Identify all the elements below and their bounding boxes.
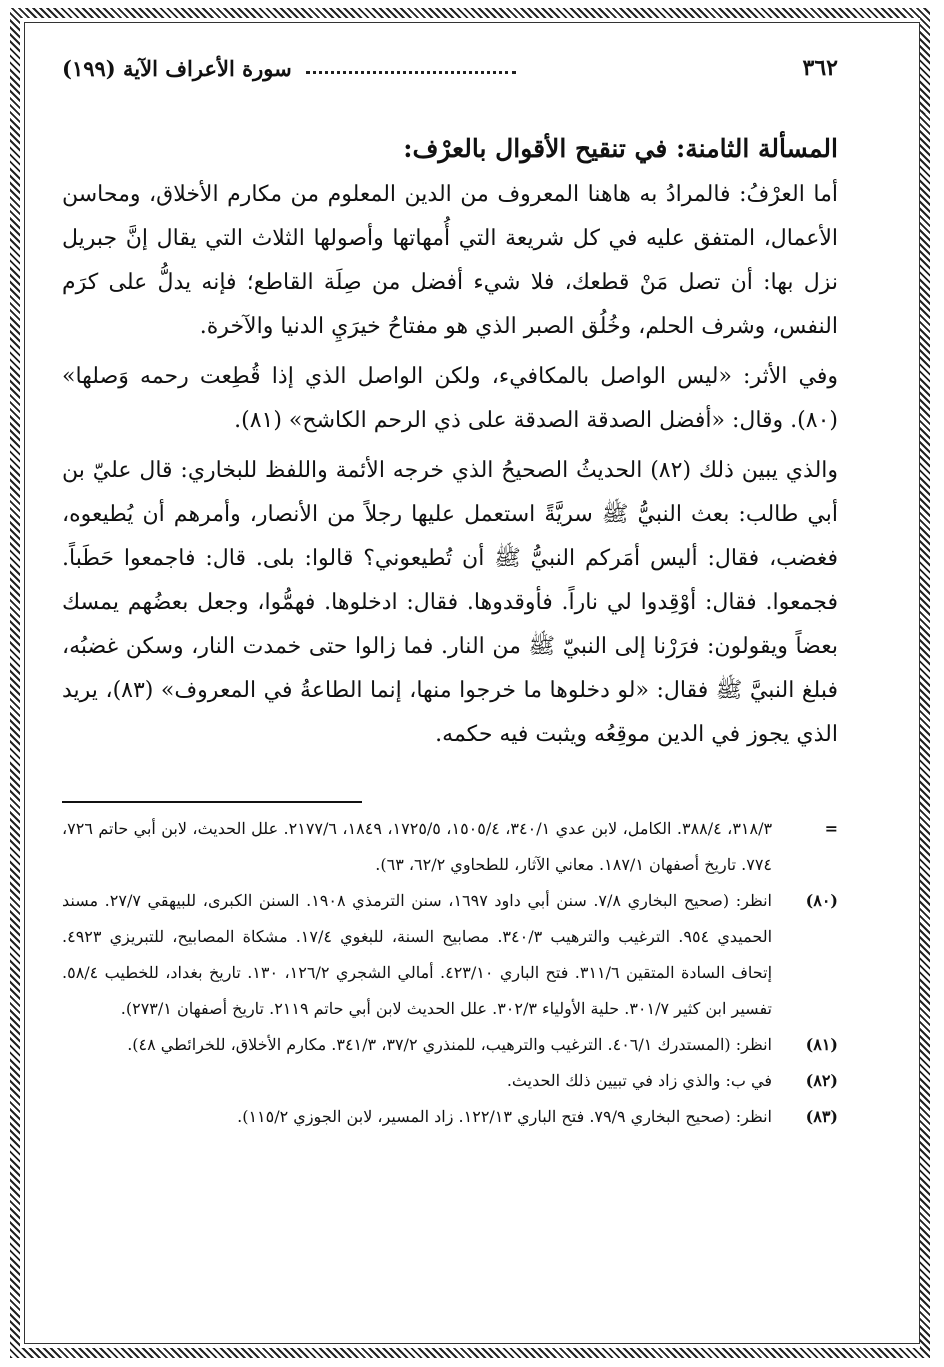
footnote-number: (٨٠) — [805, 891, 838, 910]
running-title — [62, 56, 524, 81]
footnote-number: (٨٢) — [805, 1071, 838, 1090]
footnote-number: (٨٣) — [805, 1107, 838, 1126]
footnote-82 — [62, 1063, 838, 1099]
footnote-text: انظر: (المستدرك ٤٠٦/١. الترغيب والترهيب، للمنذري ٣٧/٢، ٣٤١/٣. مكارم الأخلاق، للخرائطي ٤٨). — [127, 1035, 772, 1054]
footnote-81 — [62, 1027, 838, 1063]
page-number: ٣٦٢ — [802, 55, 838, 81]
surah-title: سورة الأعراف الآية (١٩٩) — [62, 55, 292, 81]
footnote-text: في ب: والذي زاد في تبيين ذلك الحديث. — [506, 1071, 772, 1090]
dotted-leader — [306, 63, 516, 74]
footnote-text: انظر: (صحيح البخاري ٧٩/٩. فتح الباري ١٢٢/١٣. زاد المسير، لابن الجوزي ١١٥/٢). — [237, 1107, 772, 1126]
page-content — [62, 38, 838, 1135]
paragraph-2: وفي الأثر: «ليس الواصل بالمكافيء، ولكن الواصل الذي إذا قُطِعت رحمه وَصلها» (٨٠). وقال: «أفضل الصدقة الصدقة على ذي الرحم الكاشح» (٨١). — [62, 364, 838, 433]
footnote-text: ٣١٨/٣، ٣٨٨/٤. الكامل، لابن عدي ٣٤٠/١، ١٥٠٥/٤، ١٧٢٥/٥، ١٨٤٩، ٢١٧٧/٦. علل الحديث، لابن أبي حاتم ٧٢٦، ٧٧٤. تاريخ أصفهان ١٨٧/١. معاني الآثار، للطحاوي ٦٢/٢، ٦٣). — [62, 819, 773, 874]
footnote-continued — [62, 811, 838, 883]
footnote-number: (٨١) — [805, 1035, 838, 1054]
footnote-83 — [62, 1099, 838, 1135]
footnotes — [62, 811, 838, 1135]
footnote-80 — [62, 883, 838, 1027]
footnote-text: انظر: (صحيح البخاري ٧/٨. سنن أبي داود ١٦٩٧، سنن الترمذي ١٩٠٨. السنن الكبرى، للبيهقي ٢٧/٧. مسند الحميدي ٩٥٤. الترغيب والترهيب ٣٤٠/٣. مصابيح السنة، للبغوي ١٧/٤. مشكاة المصابيح، للتبريزي ٤٩٢٣. إتحاف السادة المتقين ٣١١/٦. فتح الباري ٤٢٣/١٠. أمالي الشجري ١٢٦/٢، ١٣٠. تاريخ بغداد، للخطيب ٥٨/٤. تفسير ابن كثير ٣٠١/٧. حلية الأولياء ٣٠٢/٣. علل الحديث لابن أبي حاتم ٢١١٩. تاريخ أصفهان ٢٧٣/١). — [62, 891, 773, 1018]
footnote-number: = — [824, 819, 838, 838]
paragraph-3: والذي يبين ذلك (٨٢) الحديثُ الصحيحُ الذي خرجه الأئمة واللفظ للبخاري: قال عليّ بن أبي طالب: بعث النبيُّ ﷺ سريَّةً استعمل عليها رجلاً من الأنصار، وأمرهم أن يُطيعوه، فغضب، فقال: أليس أمَركم النبيُّ ﷺ أن تُطيعوني؟ قالوا: بلى. قال: فاجمعوا حَطَباً. فجمعوا. فقال: أوْقِدوا لي ناراً. فأوقدوها. فقال: ادخلوها. فهمُّوا، وجعل بعضُهم يمسك بعضاً ويقولون: فرَرْنا إلى النبيّ ﷺ من النار. فما زالوا حتى خمدت النار، وسكن غضبُه، فبلغ النبيَّ ﷺ فقال: «لو دخلوها ما خرجوا منها، إنما الطاعةُ في المعروف» (٨٣)، يريد الذي يجوز في الدين موقِعُه ويثبت فيه حكمه. — [62, 458, 839, 747]
section-heading: المسألة الثامنة: في تنقيح الأقوال بالعرْف: — [403, 134, 838, 163]
paragraph-1: أما العرْفُ: فالمرادُ به هاهنا المعروف من الدين المعلوم من مكارم الأخلاق، ومحاسن الأعمال، المتفق عليه في كل شريعة التي أُمهاتها وأصولها الثلاث التي يقال إنَّ جبريل نزل بها: أن تصل مَنْ قطعك، فلا شيء أفضل من صِلَة القاطع؛ فإنه يدلُّ على كرَم النفس، وشرف الحلم، وخُلُق الصبر الذي هو مفتاحُ خيرَيِ الدنيا والآخرة. — [62, 182, 838, 339]
page-header — [62, 38, 838, 98]
footnote-separator — [62, 801, 362, 803]
